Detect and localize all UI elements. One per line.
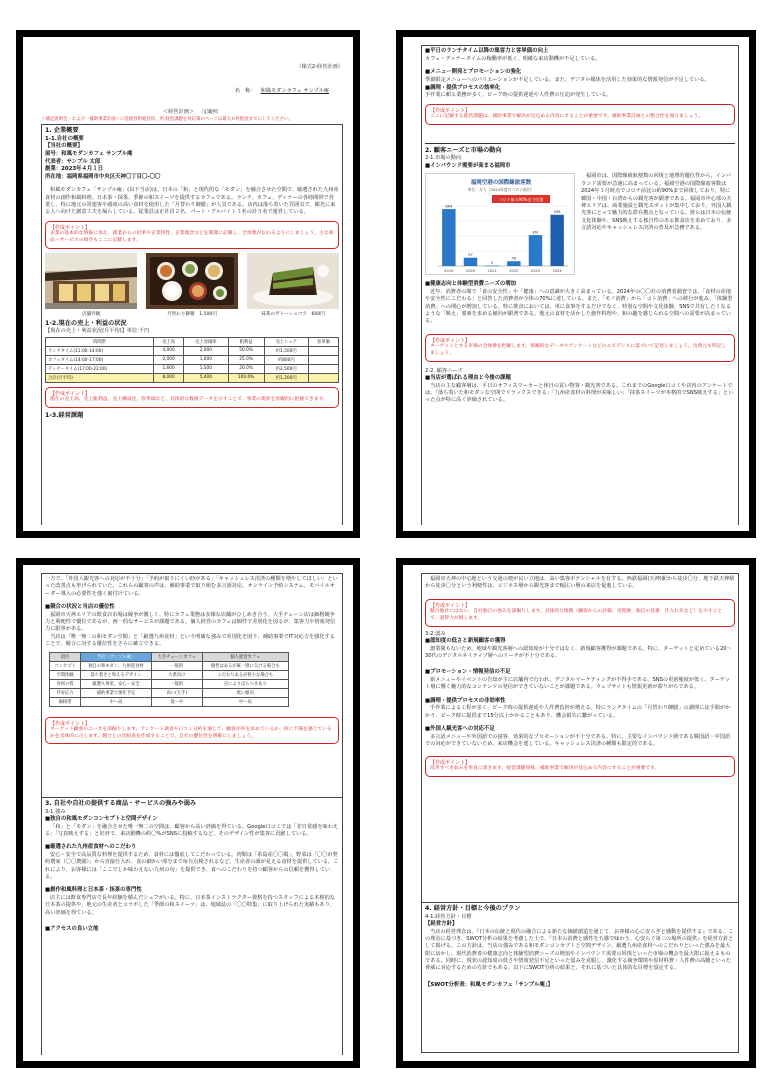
hint-box — [45, 387, 339, 408]
strength-title: ■アクセスの良い立地 — [45, 926, 99, 933]
hint-box — [45, 717, 339, 745]
comparison-cell: 補助事業で強化予定 — [81, 688, 152, 697]
table-cell — [308, 364, 338, 373]
section-1-box — [41, 124, 343, 525]
red-instruction: ＜補足説明会・および一補助事業計画＞に沿経営的経営状、所,経営課題を対応策のページは最大８枚程度までにしてください。 — [41, 117, 293, 122]
dessert-image — [247, 253, 339, 309]
customer-text: 当店の主な顧客層は、平日のオフィスワーカーと休日の買い物客・観光客である。これまでのGoogle口コミや店内のアンケートでは、「落ち着いた和モダンな空間でリラックスできる」「九州産食材の料理が美味しい」「抹茶スイーツが本格的でSNS映えする」といった点が特に高く評価されている。 — [425, 382, 734, 404]
name-label: 名 称： — [234, 88, 256, 94]
hint-title: 【作成ポイント】 — [430, 760, 471, 767]
table-cell: 25.0% — [228, 355, 264, 364]
section-3-title: 3. 自社や自社の提供する商品・サービスの強みや弱み — [45, 800, 197, 807]
chart-and-text — [425, 173, 735, 275]
weakness-title: ■調理・提供プロセスの非効率性 — [425, 697, 506, 704]
chart-value-label: 56 — [511, 257, 517, 262]
table-cell: 1,500 — [184, 364, 228, 373]
plan-note: ［記載例］ — [199, 110, 222, 115]
comparison-cell: 一般的 — [151, 661, 202, 670]
chart-bar — [507, 262, 520, 267]
weakness-box — [421, 573, 739, 903]
issue-title: ■平日のランチタイム以降の集客力と客単価の向上 — [425, 48, 549, 54]
table-cell: 合計(月平均) — [46, 373, 154, 382]
hint-title: 【作成ポイント】 — [430, 107, 471, 114]
comparison-cell: こだわりあるが狭小な場合も — [202, 670, 288, 679]
issue-text: カフェ・ディナータイムの稼働率が低く、明確な来店動機が不足している。 — [425, 55, 601, 62]
photo-caption: 抹茶のガトーショコラ 600円 — [261, 311, 325, 317]
comparison-cell: 個性はあるが統一感に欠ける場合も — [202, 661, 288, 670]
issue-text: 手作業に頼る業務が多く、ピーク時の提供遅延や人件費の圧迫が発生している。 — [425, 92, 612, 99]
comparison-header-cell: 当店（サンプル庵） — [81, 652, 152, 661]
comparison-row — [50, 679, 289, 688]
comparison-cell: 高い(大手) — [151, 688, 202, 697]
hint-body: 改善すべき弱みを率直に書きます。経営課題同様、補助事業で解決が見込める内容にすることが重要です。 — [430, 766, 660, 772]
comparison-header-cell: 大手チェーンカフェ — [151, 652, 202, 661]
table-cell: 1,000 — [184, 355, 228, 364]
table-cell — [308, 373, 338, 382]
table-cell: 2,000 — [184, 346, 228, 355]
hint-title: 【作成ポイント】 — [430, 337, 471, 344]
section-1-3-title: 1-3.経営課題 — [45, 411, 84, 419]
hint-body: ターゲットとする市場の全体像を把握します。客観的なデータやアンケートなどのエビデンスに基づいて記述しましょう。出典元も明記しましょう。 — [430, 343, 727, 356]
chart-tick-label: 2021 — [487, 269, 497, 274]
table-cell: 50.0% — [228, 346, 264, 355]
page-3-content — [41, 573, 343, 1055]
chart-value-label: 5 — [491, 261, 494, 266]
table-cell: ランチタイム(11:00-14:00) — [46, 346, 154, 355]
comparison-cell: 独自の和モダン、九州産食材 — [81, 661, 152, 670]
table-header-cell: 売上原価率 — [184, 337, 228, 346]
table-header-cell: 時間帯 — [46, 337, 154, 346]
document-page-1 — [16, 30, 360, 538]
comparison-row — [50, 688, 289, 697]
sales-table — [45, 337, 339, 383]
weakness-text: 手作業による工程が多く、ピーク時の提供遅延や人件費負担が増える。特にランチタイムの「月替わり御膳」の調理には手間がかかり、ピーク時に提供まで15分以上かかることもあり、機会損失に繋がっている。 — [425, 705, 731, 719]
chart-bar — [550, 215, 563, 266]
bar-chart — [426, 174, 576, 276]
profile-line: 創業：2023年４月１日 — [45, 166, 104, 173]
hint-box — [45, 221, 339, 249]
comparison-table — [49, 652, 289, 707]
chart-container — [425, 173, 575, 275]
policy-text: 当店の経営理念は、『日本の伝統と現代の融合による新たな価値創造を通じて、お客様の心に安らぎと感動を提供する』である。この理念に基づき、SWOT分析の結果を考慮した上で、『日本の消費と感性を五感で味わう、心安らぐ第三の場所の提供』を経営方針として掲げる。この方針は、当店の強みである和モダンコンセプトと空間デザイン、厳選九州産食材へのこだわりといった強みを最大限に活かし、現代消費者の健康志向と体験型消費ニーズの増加やインバウンド需要の回復といった市場の機会を最大限に捉えるものである。同時に、現状の認知度の低さや情報発信不足といった弱みを克服し、激化する競争環境や原材料費・人件費の高騰といった脅威に対応するための方針でもある。以下にSWOT分析の結果と、それに基づいた具体的な目標を設定する。 — [425, 928, 734, 972]
chart-value-label: 361 — [532, 230, 539, 235]
section-1-title: 1. 企業概要 — [45, 127, 79, 135]
photo-meal — [146, 253, 238, 317]
comparison-cell: 価格帯 — [50, 697, 81, 706]
exterior-image — [45, 253, 137, 309]
comparison-cell: 中～高 — [202, 697, 288, 706]
chart-value-label: 664 — [445, 204, 453, 209]
comparison-cell: 低い傾向 — [202, 688, 288, 697]
document-page-4 — [396, 558, 756, 1068]
competition-text: 当店は「唯一無二の和モダン空間」と「厳選九州食材」という明確な強みで差別化を図り、補助事業でIT対応力を強化することで、競合に対する優位性をさらに確立できる。 — [45, 633, 335, 648]
comparison-header-row — [50, 652, 289, 661]
market-side-text: 福岡市は、国際線就航便数の回復と地理的優位性から、インバウンド需要が急速に高まっている。福岡空港の国際線旅客数は2024年３月時点でコロナ前比の約90%まで回復しており、特に韓国・中国・台湾からの観光客が顕著である。福岡市中心部の天神エリアは、商業施設と観光スポットが集中しており、外国人観光客にとって魅力的な滞在拠点となっている。彼らは日本の伝統文化体験や、SNS映えする独自性のある飲食店を求めており、多言語対応やキャッシュレス決済の普及が急務である。 — [581, 173, 732, 231]
table-row — [46, 355, 339, 364]
chart-tick-label: 2023 — [530, 269, 541, 274]
competition-text: 福岡市天神エリアの飲食店市場は競争が激しく、特にカフェ業態は多様な店舗がひしめき合う。大手チェーン店は価格競争力と利便性で優位であるが、画一的なサービスが課題である。個人経営のカフェは個性で差別化を図るが、集客力や情報発信力に限界がある。 — [45, 611, 336, 633]
section-1-1-title: 1-1.自社の概要 — [45, 135, 84, 142]
strengths-box — [41, 798, 343, 1055]
chart-grid — [438, 206, 568, 266]
chart-bar — [485, 266, 498, 267]
section-2-1-title: 2-1.市場の動向 — [425, 155, 462, 162]
divider — [425, 143, 735, 144]
market-text: 近年、消費者の間で「食の安全性」や「健康」への意識が大きく高まっている。2024年の〇〇社の消費者調査では、「食材の産地や安全性にこだわる」と回答した消費者が全体の70%に達している。また、「モノ消費」から「コト消費」への移行が進み、「体験型消費」への関心が増加している。特に飲食においては、単に食事をするだけでなく、特別な空間や文化体験、SNSで共有したくなるような「映え」要素を求める傾向が顕著である。地元の食材を活かした創作料理や、和の趣を感じられる空間への需要が高まっている。 — [425, 288, 733, 325]
table-cell: カフェタイム(14:00-17:00) — [46, 355, 154, 364]
comparison-cell: 大衆向け — [151, 670, 202, 679]
market-title: ■健康志向と体験型消費ニーズの増加 — [425, 281, 517, 288]
policy-label: 【経営方針】 — [425, 921, 458, 928]
chart-labels — [444, 205, 562, 273]
chart-bars — [442, 209, 564, 266]
weakness-title: ■プロモーション・情報発信の不足 — [425, 669, 511, 676]
table-cell: ディナータイム(17:00-22:00) — [46, 364, 154, 373]
comparison-row — [50, 661, 289, 670]
chart-bar — [442, 209, 455, 266]
weakness-text: 多言語メニューや外国語での接客、効果的なプロモーションが不十分である。特に、主要なインバウンド層である韓国語・中国語での対応ができていないため、来店機会を逃している。キャッシュレス決済の種類も限定的である。 — [425, 733, 731, 747]
issue-title: ■メニュー開発とプロモーションの強化 — [425, 68, 522, 75]
table-caption: 【現在の売上・利益状況(月平均)】単位:千円 — [45, 328, 150, 335]
photo-dessert — [247, 253, 339, 317]
comparison-row — [50, 670, 289, 679]
comparison-cell: 店によりばらつきあり — [202, 679, 288, 688]
competition-box — [41, 573, 343, 798]
photo-caption: 月替わり御膳 1,500円 — [167, 311, 217, 317]
comparison-cell: IT対応力 — [50, 688, 81, 697]
weakness-title: ■外国人観光客への対応不足 — [425, 725, 495, 732]
hint-body: 競合他社にはない、自社独自の強みを深掘りします。具体的な根拠（顧客からの評価、受賞歴、独自の技術、仕入れ先など）を示すことで、説得力が増します。 — [430, 608, 723, 621]
profile-line: 代表者：サンプル 太郎 — [45, 158, 101, 165]
section-2-title: 2. 顧客ニーズと市場の動向 — [425, 146, 502, 154]
section-2-2-title: 2-2. 顧客ニーズ — [425, 367, 463, 374]
profile-line: 所在地：福岡県福岡市中央区天神〇丁目〇-〇〇 — [45, 173, 161, 180]
paragraph: 一方で、「外国人観光客への対応が不十分」「予約が取りにくい時がある」「キャッシュレス決済の種類を増やしてほしい」といった改善点も挙げられていた。これらの顧客の声は、補助事業で取り組む多言語対応、オンライン予約システム、モバイルオーダー導入の必要性を強く裏付けている。 — [45, 576, 338, 597]
section-3-2-title: 3-2.弱み — [425, 630, 446, 637]
hint-title: 【作成ポイント】 — [430, 602, 471, 609]
comparison-cell: コンセプト — [50, 661, 81, 670]
profile-line: 屋号：和風モダンカフェ サンプル庵 — [45, 151, 133, 158]
overview-label: 【当社の概要】 — [45, 143, 83, 150]
table-header-row — [46, 337, 339, 346]
meal-image — [146, 253, 238, 309]
issue-title: ■調理・提供プロセスの効率化 — [425, 84, 501, 91]
table-row — [46, 346, 339, 355]
chart-badge: コロナ前の90%まで回復 — [498, 197, 544, 203]
document-page-2 — [396, 30, 756, 538]
chart-subtitle: 単位：万人（2024年度はコロナ前比） — [467, 187, 535, 193]
comparison-cell: 落ち着きと和えるデザイン — [81, 670, 152, 679]
comparison-cell: 空間体験 — [50, 670, 81, 679]
hint-box — [425, 756, 735, 777]
table-cell: 約1,200円 — [264, 373, 308, 382]
section-4-title: 4. 経営方針・目標と今後のプラン — [425, 905, 521, 912]
table-cell: 約800円 — [264, 355, 308, 364]
swot-label: 【SWOT分析表：和風モダンカフェ「サンプル庵」】 — [425, 981, 553, 988]
hint-title: 【作成ポイント】 — [50, 390, 91, 397]
table-cell: 約2,500円 — [264, 364, 308, 373]
strength-title: ■創作和風料理と日本茶・抹茶の専門性 — [45, 887, 142, 894]
table-header-cell: 売上高 — [154, 337, 184, 346]
table-cell: 1,600 — [154, 364, 184, 373]
chart-tick-label: 2024 — [552, 269, 562, 274]
form-label: （様式2-経営計画） — [296, 64, 343, 70]
comparison-cell: 厳選九州産、安心・安全 — [81, 679, 152, 688]
intro-paragraph: 和風モダンカフェ「サンプル庵」(以下当店)は、日本の「和」と現代的な「モダン」を融合させた空間で、厳選された九州産食材の創作和風料理、日本茶・抹茶、季節の和スイーツを提供するカフェである。ランチ、カフェ、ディナーの各時間帯で営業し、特に地元の常連客や感度の高い食材を使用した「月替わり御膳」が人気である。店内は落ち着いた雰囲気で、観光に来る人へ向けた創意工夫を凝らしている。従業員は正社員２名、パート・アルバイト３名の計５名で運営している。 — [45, 187, 339, 216]
hint-body: ターゲット顧客のニーズを深掘りします。アンケート調査や口コミ分析を通じて、顧客が何を求めているか、何に不満を感じているかを具体的に示します。競合との比較表を作成することで、自社の優位性を明確にしましょう。 — [50, 726, 332, 739]
issues-box — [421, 45, 739, 525]
hint-box — [425, 599, 735, 627]
chart-title: 福岡空港の国際線旅客数 — [470, 180, 532, 187]
photo-caption: 店舗外観 — [81, 311, 101, 317]
chart-tick-label: 2019 — [444, 269, 454, 274]
table-cell: 約1,500円 — [264, 346, 308, 355]
strength-text: 安心・安全で高品質な料理を提供するため、食材には徹底してこだわっている。肉類は「糸島産〇〇鶏」、野菜は「〇〇市契約農家（〇〇農園）」から直接仕入れ、食の細かい部分まで毎日点検されるなど、生産者の顔が見える食材を提供している。これにより、お客様には「ここでしか味わえない九州の旬」を提供でき、食へのこだわりを持つ顧客からの信頼を獲得している。 — [45, 851, 339, 881]
comparison-cell: 一般的 — [151, 679, 202, 688]
hint-body: ここに記載する経営課題は、補助事業で解決が見込める内容にすることが重要です。補助事業計画との整合性を図りましょう。 — [430, 113, 704, 119]
chart-tick-label: 2022 — [509, 269, 519, 274]
table-cell: 20.0% — [228, 364, 264, 373]
comparison-cell: 低～中 — [151, 697, 202, 706]
chart-bar — [529, 235, 542, 266]
page-1-content — [41, 45, 343, 525]
table-cell — [308, 346, 338, 355]
photo-row — [45, 253, 339, 317]
customer-title: ■当店が選ばれる理由と今後の課題 — [425, 375, 511, 382]
page-2-content — [421, 45, 739, 525]
comparison-header-cell: 項目 — [50, 652, 81, 661]
table-header-cell: 売上シェア — [264, 337, 308, 346]
table-cell: 100.0% — [228, 373, 264, 382]
weakness-text: 新メニューやイベントの告知が主に店舗内で行われ、デジタルマーケティングが不得手である。SNSの更新頻度が低く、ターゲット層に響く魅力的なコンテンツの発信ができていないことが課題である。ウェブサイトも情報更新が滞りがちである。 — [425, 676, 731, 691]
paragraph: 福岡市天神の中心地という交通の便が良い立地は、高い集客ポテンシャルを有する。西鉄福岡(天神)駅から徒歩〇分、地下鉄天神駅から徒歩〇分という利便性は、ビジネス層から観光客まで幅広い層の来店を促進している。 — [425, 576, 735, 590]
chart-bar — [464, 258, 477, 266]
comparison-header-cell: 個人経営カフェ — [202, 652, 288, 661]
table-header-cell: 客単価 — [308, 337, 338, 346]
table-cell — [308, 355, 338, 364]
hint-body: 現在の売上高、売上総利益、売上構成比、客単価など、具体的な数値データを示すことで、事業の現状を客観的に把握できます。 — [50, 396, 328, 402]
business-name: 和風モダンカフェ サンプル庵 — [260, 88, 329, 94]
hint-box — [425, 334, 735, 362]
page-4-content — [421, 573, 739, 1055]
table-cell: 4,000 — [154, 346, 184, 355]
table-total-row — [46, 373, 339, 382]
table-cell: 2,000 — [154, 355, 184, 364]
table-row — [46, 364, 339, 373]
table-cell: 5,400 — [184, 373, 228, 382]
section-1-2-title: 1-2.現在の売上・利益の状況 — [45, 319, 127, 327]
market-title: ■インバウンド需要が高まる福岡市 — [425, 162, 511, 169]
comparison-cell: 食材の質 — [50, 679, 81, 688]
strength-text: 「和」と「モダン」を融合させた唯一無二の空間は、顧客から高い評価を得ている。Google口コミでは「非日常感を味わえる」「写真映えする」と好評で、来店動機の約〇%がSNSに投稿するなど、そのデザイン性が集客に貢献している。 — [45, 823, 339, 837]
hint-title: 【作成ポイント】 — [50, 224, 91, 231]
hint-box — [425, 104, 735, 125]
issue-text: 季節限定メニューへのバリエーションが不足している。また、デジタル媒体を活用した効果的な情報発信が不足している。 — [425, 76, 710, 83]
policy-box — [421, 903, 739, 1053]
hint-body: 企業の基本的な情報に加え、創業からの沿革や企業特性、企業理念などを簡潔に記載し、全体像が伝わるようにしましょう。主な商品・サービスの紹介もここに記載します。 — [50, 230, 334, 243]
chart-tick-label: 2020 — [465, 269, 476, 274]
chart-value-label: 97 — [468, 253, 473, 258]
plan-heading: ＜経営計画＞ — [162, 109, 195, 115]
competition-title: ■競合の状況と当店の優位性 — [45, 604, 115, 611]
comparison-cell: 中～高 — [81, 697, 152, 706]
weakness-title: ■認知度の低さと新規顧客の獲得 — [425, 638, 506, 645]
comparison-row — [50, 697, 289, 706]
weakness-text: 創業間もないため、地域や観光客層への認知度が十分ではなく、新規顧客獲得が課題である。特に、ターゲットと定めている20～30代のデジタルネイティブ層へのリーチが不十分である。 — [425, 645, 732, 659]
chart-value-label: 598 — [553, 210, 561, 215]
document-page-3 — [16, 558, 360, 1068]
hint-title: 【作成ポイント】 — [50, 720, 91, 727]
table-cell: 8,000 — [154, 373, 184, 382]
table-header-cell: 粗利益 — [228, 337, 264, 346]
section-4-1-title: 4-1.経営方針・目標 — [425, 913, 472, 920]
strength-title: ■独自の和風モダンコンセプトと空間デザイン — [45, 816, 158, 823]
strength-title: ■厳選された九州産食材へのこだわり — [45, 844, 137, 851]
photo-exterior — [45, 253, 137, 317]
section-3-1-title: 3-1.強み — [45, 808, 66, 815]
strength-text: 店主には飲食専門店で長年経験を積んだシェフがいる。特に、日本茶インストラクター資格を持つスタッフによる本格的な日本茶の提供や、地元の生産者とコラボした「季節の和スイーツ」は、地域誌の「〇〇特集」に取り上げられた実績もあり、高い評価を得ている。 — [45, 894, 336, 916]
